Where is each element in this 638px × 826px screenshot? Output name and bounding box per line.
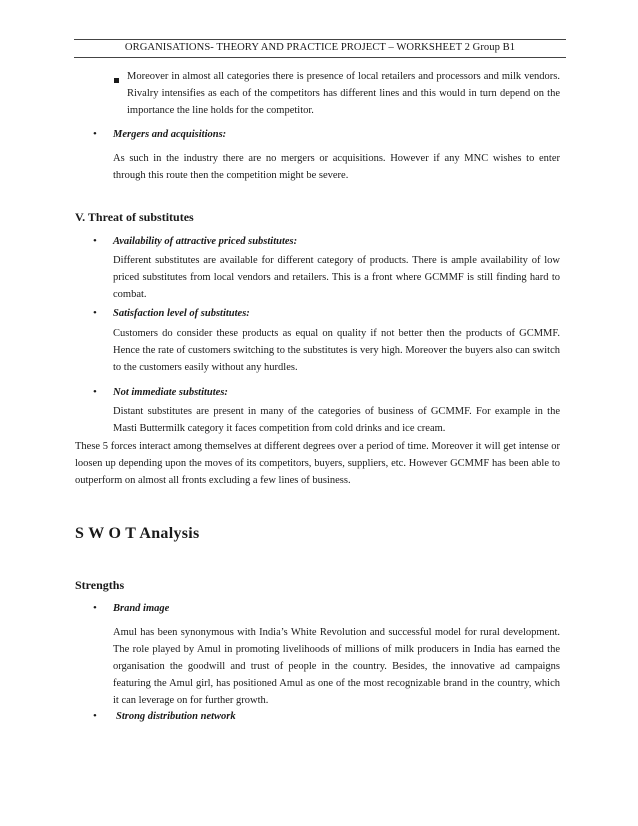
substitute-item-heading: Availability of attractive priced substitutes:	[113, 236, 298, 247]
bullet-icon: •	[93, 710, 97, 722]
substitute-item-paragraph: Customers do consider these products as equal on quality if not better then the products of GCMMF. Hence the rate of customers switching to the substitutes is very high. Moreover the buyers also can switch to the customers easily without any hurdles.	[113, 328, 560, 373]
mergers-heading: Mergers and acquisitions:	[113, 129, 227, 140]
bullet-icon: •	[93, 235, 97, 247]
substitute-item-heading: Not immediate substitutes:	[113, 387, 228, 398]
square-bullet-icon	[114, 78, 119, 83]
substitute-item-paragraph: Distant substitutes are present in many of the categories of business of GCMMF. For example in the Masti Buttermilk category it faces competition from cold drinks and ice cream.	[113, 406, 560, 434]
bullet-icon: •	[93, 307, 97, 319]
section-v-title: V. Threat of substitutes	[75, 210, 194, 224]
strengths-title: Strengths	[75, 578, 125, 592]
bullet-icon: •	[93, 128, 97, 140]
page-header: ORGANISATIONS- THEORY AND PRACTICE PROJECT – WORKSHEET 2 Group B1	[124, 42, 516, 53]
bullet-icon: •	[93, 386, 97, 398]
strength-item-heading: Strong distribution network	[116, 711, 236, 722]
header-rule-top	[74, 39, 566, 40]
strength-item-paragraph: Amul has been synonymous with India’s White Revolution and successful model for rural development. The role played by Amul in promoting livelihoods of millions of milk producers in India has earned the organisation the goodwill and trust of people in the country. Besides, the innovative ad campaigns featuring the Amul girl, has positioned Amul as one of the most recognizable brand in the country, which it can leverage on for further growth.	[113, 627, 560, 706]
substitute-item-paragraph: Different substitutes are available for different category of products. There is ample availability of low priced substitutes from local vendors and retailers. This is a front where GCMMF is still finding hard to combat.	[113, 255, 560, 300]
header-rule-bottom	[74, 57, 566, 58]
swot-title: S W O T Analysis	[75, 525, 200, 542]
strength-item-heading: Brand image	[113, 603, 170, 614]
bullet-icon: •	[93, 602, 97, 614]
substitute-item-heading: Satisfaction level of substitutes:	[113, 308, 250, 319]
five-forces-summary: These 5 forces interact among themselves at different degrees over a period of time. Moreover it will get intense or loosen up depending upon the moves of its competitors, buyers, suppliers, etc. However GCMMF has been able to outperform on almost all fronts excluding a few lines of business.	[75, 441, 560, 486]
rivalry-paragraph: Moreover in almost all categories there is presence of local retailers and processors and milk vendors. Rivalry intensifies as each of the competitors has different lines and this would in turn depend on the importance the line holds for the competitor.	[127, 71, 560, 116]
mergers-paragraph: As such in the industry there are no mergers or acquisitions. However if any MNC wishes to enter through this route then the competition might be severe.	[113, 153, 560, 181]
